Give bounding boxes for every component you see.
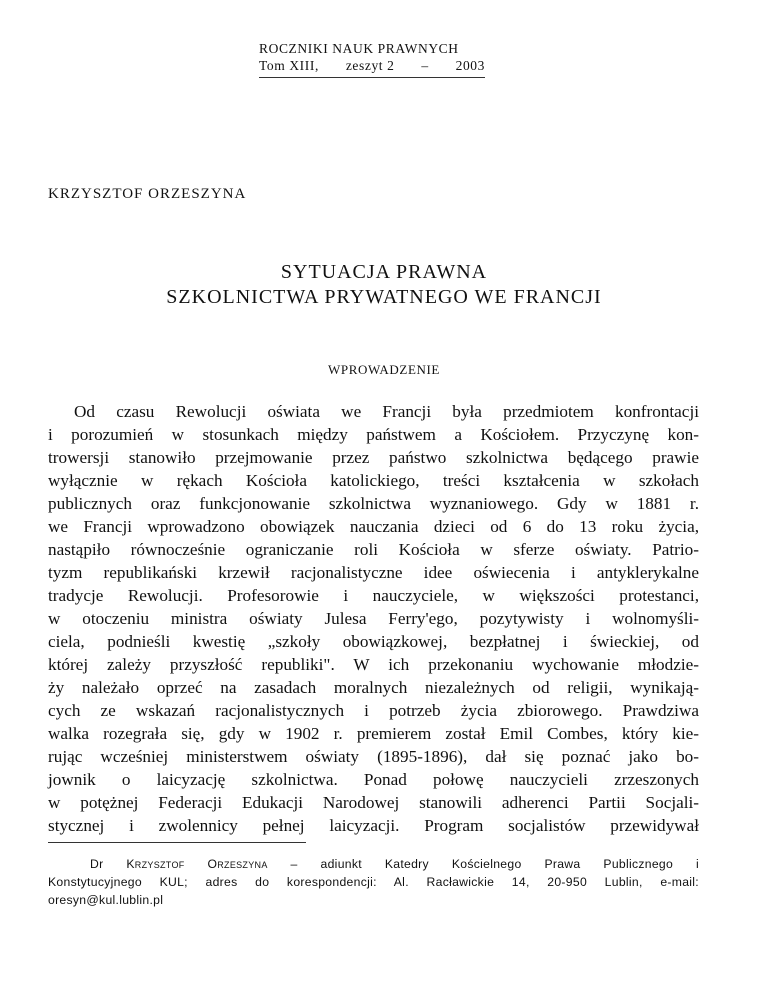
title-line-2: SZKOLNICTWA PRYWATNEGO WE FRANCJI <box>166 286 602 308</box>
body-line: tradycje Rewolucji. Profesorowie i nauczyciele, w większości protestanci, <box>48 586 699 605</box>
body-line: nastąpiło równocześnie ograniczanie roli Kościoła w sferze oświaty. Patrio- <box>48 540 699 559</box>
journal-issue-line <box>259 57 485 74</box>
body-line: i porozumień w stosunkach między państwem a Kościołem. Przyczynę kon- <box>48 425 699 444</box>
footnote-line-2: Konstytucyjnego KUL; adres do korespondencji: Al. Racławickie 14, 20-950 Lublin, e-mail: <box>48 875 699 889</box>
journal-volume: Tom XIII, <box>259 58 319 73</box>
footnote-line-1 <box>48 855 699 873</box>
body-line: Od czasu Rewolucji oświata we Francji była przedmiotem konfrontacji <box>74 402 699 421</box>
body-line: ciela, podnieśli kwestię „szkoły obowiązkowej, bezpłatnej i świeckiej, od <box>48 632 699 651</box>
body-line: trowersji stanowiło przejmowanie przez państwo szkolnictwa będącego prawie <box>48 448 699 467</box>
author-name: KRZYSZTOF ORZESZYNA <box>48 186 247 202</box>
body-line: w otoczeniu ministra oświaty Julesa Ferry'ego, pozytywisty i wolnomyśli- <box>48 609 699 628</box>
body-line: cych ze wskazań racjonalistycznych i potrzeb życia zbiorowego. Prawdziwa <box>48 701 699 720</box>
title-line-1: SYTUACJA PRAWNA <box>280 261 488 283</box>
journal-name-line <box>259 40 485 57</box>
body-line: wyłącznie w rękach Kościoła katolickiego, treści kształcenia w szkołach <box>48 471 699 490</box>
body-line: w potężnej Federacji Edukacji Narodowej stanowili adherenci Partii Socjali- <box>48 793 699 812</box>
body-line: której zależy przyszłość republiki". W ich przekonaniu wychowanie młodzie- <box>48 655 699 674</box>
journal-dash: – <box>421 58 429 73</box>
body-line: publicznych oraz funkcjonowanie szkolnictwa wyznaniowego. Gdy w 1881 r. <box>48 494 699 513</box>
journal-header <box>259 40 485 78</box>
body-line: jownik o laicyzację szkolnictwa. Ponad połowę nauczycieli zrzeszonych <box>48 770 699 789</box>
footnote-title: Dr <box>90 857 104 871</box>
body-line: rując wcześniej ministerstwem oświaty (1895-1896), dał się poznać jako bo- <box>48 747 699 766</box>
journal-name: ROCZNIKI NAUK PRAWNYCH <box>259 41 459 56</box>
section-heading: WPROWADZENIE <box>328 362 440 377</box>
body-line: tyzm republikański krzewił racjonalistyczne idee oświecenia i antyklerykalne <box>48 563 699 582</box>
body-line: stycznej i zwolennicy pełnej laicyzacji. Program socjalistów przewidywał <box>48 816 699 835</box>
journal-issue: zeszyt 2 <box>345 58 395 73</box>
body-line: we Francji wprowadzono obowiązek nauczania dzieci od 6 do 13 roku życia, <box>48 517 699 536</box>
footnote-affiliation: – adiunkt Katedry Kościelnego Prawa Publicznego i <box>290 857 699 871</box>
header-rule <box>259 77 485 78</box>
footnote-email: oresyn@kul.lublin.pl <box>48 893 164 907</box>
body-paragraph <box>48 400 699 837</box>
footnote-rule <box>48 842 306 843</box>
author-footnote <box>48 855 699 909</box>
body-line: ży należało oprzeć na zasadach moralnych niezależnych od religii, wynikają- <box>48 678 699 697</box>
body-line: walka rozegrała się, gdy w 1902 r. premierem został Emil Combes, który kie- <box>48 724 699 743</box>
footnote-author-name: Krzysztof Orzeszyna <box>126 857 268 871</box>
journal-year: 2003 <box>455 58 485 73</box>
article-title <box>0 260 768 310</box>
